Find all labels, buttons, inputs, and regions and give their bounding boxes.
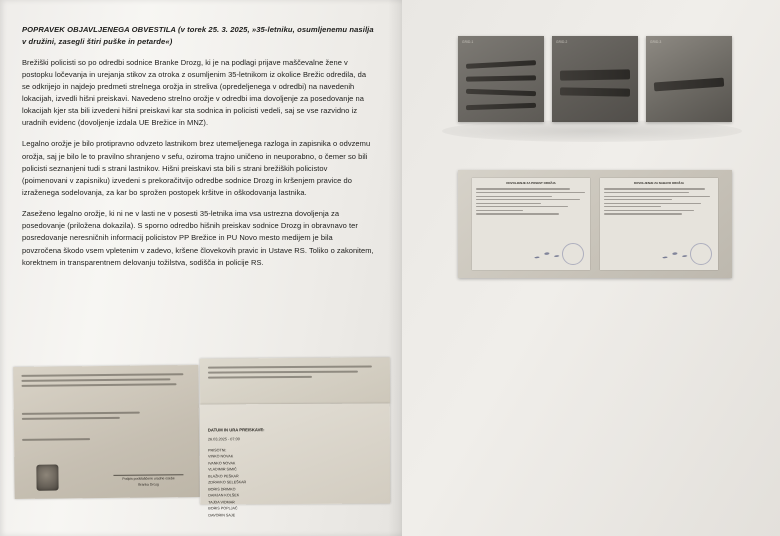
photo-shadow xyxy=(442,120,742,142)
official-stamp-icon-right xyxy=(690,243,712,265)
signature-caption-line-2: Branka Drozg xyxy=(138,482,159,487)
coat-of-arms-emblem-icon xyxy=(36,465,58,491)
present-person-4: BLAŽKO PEŠKAR xyxy=(208,474,239,479)
present-person-5: ZDRAVKO SELEŠKAR xyxy=(208,480,247,485)
present-person-9: BORIS POPLJAČ xyxy=(208,506,238,511)
photo-caption-1: GRID-1 xyxy=(462,40,474,44)
present-persons-label: PRISOTNI: xyxy=(207,448,227,453)
present-person-8: TAJDA VIDMAR xyxy=(208,500,235,505)
photo-scanned-note-top-right xyxy=(200,357,390,404)
scanned-permits-sheet xyxy=(458,170,732,278)
scan-text-lines-left-mid xyxy=(22,411,191,423)
present-person-6: BORIS DRIMKO xyxy=(208,487,236,492)
present-person-3: VLADIMIR SIMIČ xyxy=(208,467,237,472)
photo-scanned-record-right xyxy=(200,404,391,518)
search-record-list xyxy=(208,426,318,519)
photo-caption-2: GRID-2 xyxy=(556,40,568,44)
present-person-7: DAMJAN KOLŠEK xyxy=(208,493,240,498)
evidence-photo-firearm-closeup xyxy=(646,36,732,122)
document-paragraph-1: Brežiški policisti so po odredbi sodnice Branke Drozg, ki je na podlagi prijave maščevalne žene v postopku ločevanja in urejanja stikov za otroka z osumljenim 35-letnikom iz okolice Brežic odredila, da se odkrijejo in najdejo predmeti strelnega orožja in streliva (opredeljenega v odredbi) na navedenih lokacijah, izvedli hišni preiskavi. Navedeno strelno orožje v odredbi ima dovoljenje za posedovanje na lokacijah kjer sta bili izvedeni hišni preiskavi kar sta sodnica in policisti vedeli, saj se vse razvidno iz uradnih evidenc (dovoljenje izdala UE Brežice in MNZ). xyxy=(22,57,367,128)
document-text-block xyxy=(22,24,374,278)
scan-text-lines-left-lower xyxy=(22,437,191,444)
document-title-line-1: POPRAVEK OBJAVLJENEGA OBVESTILA (v torek 25. 3. 2025, »35-letniku, osumljenemu nasilja v xyxy=(22,25,374,46)
signature-caption-line-1: Podpis pooblaščene uradne osebe xyxy=(113,474,183,482)
present-person-2: IVANKO NOVAK xyxy=(208,461,236,466)
handwritten-signature-icon-right xyxy=(657,246,692,263)
bottom-photo-strip xyxy=(10,352,388,518)
photo-collage-area xyxy=(402,0,780,536)
handwritten-signature-icon xyxy=(529,246,564,263)
evidence-photo-rifles-on-floor xyxy=(458,36,544,122)
search-record-date: 26.03.2025 - 07:00 xyxy=(207,437,240,442)
scan-text-lines-note xyxy=(208,365,382,381)
present-person-1: VINKO NOVAK xyxy=(208,454,234,459)
permit-document-left xyxy=(472,178,590,270)
document-title-line-2: družini, zasegli štiri puške in petarde«) xyxy=(28,36,173,46)
photo-scanned-record-left xyxy=(13,365,199,499)
search-record-title: DATUM IN URA PREISKAVE: xyxy=(207,427,265,433)
document-title xyxy=(22,24,374,48)
evidence-photo-weapon-case xyxy=(552,36,638,122)
document-paragraph-3: Zaseženo legalno orožje, ki ni ne v lasti ne v posesti 35-letnika ima vsa ustrezna dovoljenja za posedovanje (priložena dokazila). S sporno odredbo hišnih preiskav sodnice Drozg in obravnavo ter posredovanje neresničnih informacij policistov PP Brežice in PU Novo mesto medijem je bila povzročena škodo vsem vpletenim v zadevo, kršene človekovih pravic in Ustave RS. Toliko o zakonitem, korektnem in transparentnem delovanju tožilstva, sodišča in policije RS. xyxy=(22,209,374,267)
photo-caption-3: GRID-3 xyxy=(650,40,662,44)
document-paragraph-2: Legalno orožje je bilo protipravno odvzeto lastnikom brez utemeljenega razloga in zapisnika o odvzemu orožja, saj je bilo le to pravilno shranjeno v sefu, oziroma trajno uničeno in neuporabno, o čemer so bili policisti seznanjeni tudi s strani lastnikov. Hišni preiskavi sta bili s strani brežiških policistov (poimenovani v zapisniku) izvedeni s prekoračitvijo odredbe sodnice Drozg in kršenjem pravice do izraženega sodelovanja, za kar bo sprožen postopek kršitve in oškodovanja lastnika. xyxy=(22,139,371,197)
permit-document-right xyxy=(600,178,718,270)
scan-text-lines-left xyxy=(21,373,190,390)
permit-left-heading: DOVOLJENJE ZA POSEST OROŽJA xyxy=(506,181,556,185)
present-person-10: DAVORIN SAJE xyxy=(208,512,236,518)
official-stamp-icon xyxy=(562,243,584,265)
signature-block-left xyxy=(113,464,183,488)
permit-right-heading: DOVOLJENJE ZA NABAVO OROŽJA xyxy=(634,181,684,185)
